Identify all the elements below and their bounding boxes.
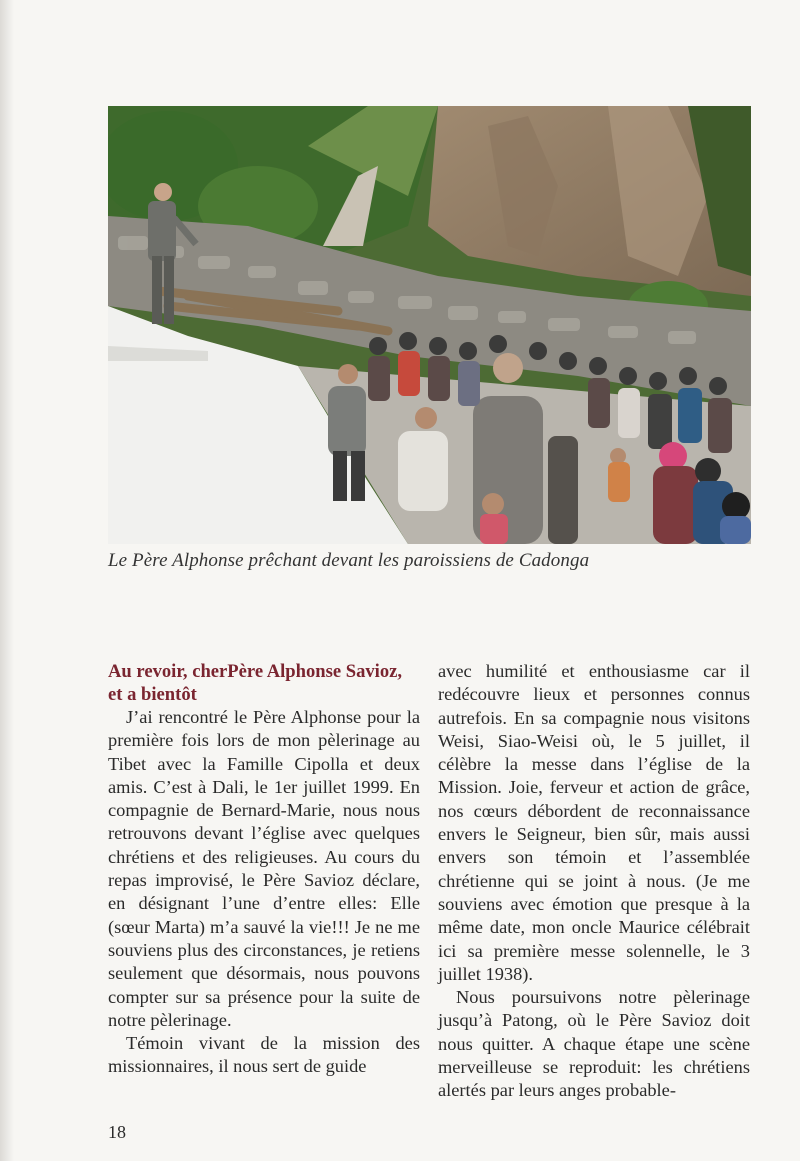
page-number: 18 [108, 1122, 126, 1142]
photo-illustration [108, 106, 751, 544]
article-heading-line-1: Au revoir, cherPère Alphonse Savioz, [108, 661, 403, 682]
page-edge-shadow [0, 0, 14, 1161]
body-paragraph: J’ai rencontré le Père Alphonse pour la première fois lors de mon pèlerinage au Tibet avec la Famille Cipolla et deux amis. C’est à Dali, le 1er juillet 1999. En compagnie de Bernard-Marie, nous nous retrouvons devant l’église avec quelques chrétiens et des religieuses. Au cours du repas improvisé, le Père Savioz déclare, en désignant l’une d’entre elles: Elle (sœur Marta) m’a sauvé la vie!!! Je ne me souviens plus des circonstances, je retiens seulement que désormais, nous pouvons compter sur sa présence pour la suite de notre pèlerinage. [108, 707, 420, 1030]
text-column-left [108, 660, 420, 1079]
photo-caption: Le Père Alphonse prêchant devant les paroissiens de Cadonga [108, 550, 590, 571]
article-heading [108, 660, 420, 706]
body-paragraph: avec humilité et enthousiasme car il redécouvre lieux et personnes connus autrefois. En sa compagnie nous visitons Weisi, Siao-Weisi où, le 5 juillet, il célèbre la messe dans l’église de la Mission. Joie, ferveur et action de grâce, nos cœurs débordent de reconnaissance envers le Seigneur, bien sûr, mais aussi envers son témoin et l’assemblée chrétienne qui se joint à nous. (Je me souviens avec émotion que presque à la même date, mon oncle Maurice célébrait ici sa première messe solennelle, le 3 juillet 1938). [438, 661, 750, 984]
mission-photo [108, 106, 751, 544]
article-heading-line-2: et a bientôt [108, 684, 197, 705]
body-paragraph: Témoin vivant de la mission des missionnaires, il nous sert de guide [108, 1033, 420, 1077]
text-column-right [438, 660, 750, 1103]
body-paragraph: Nous poursuivons notre pèlerinage jusqu’à Patong, où le Père Savioz doit nous quitter. A chaque étape une scène merveilleuse se reproduit: les chrétiens alertés par leurs anges probable- [438, 987, 750, 1101]
